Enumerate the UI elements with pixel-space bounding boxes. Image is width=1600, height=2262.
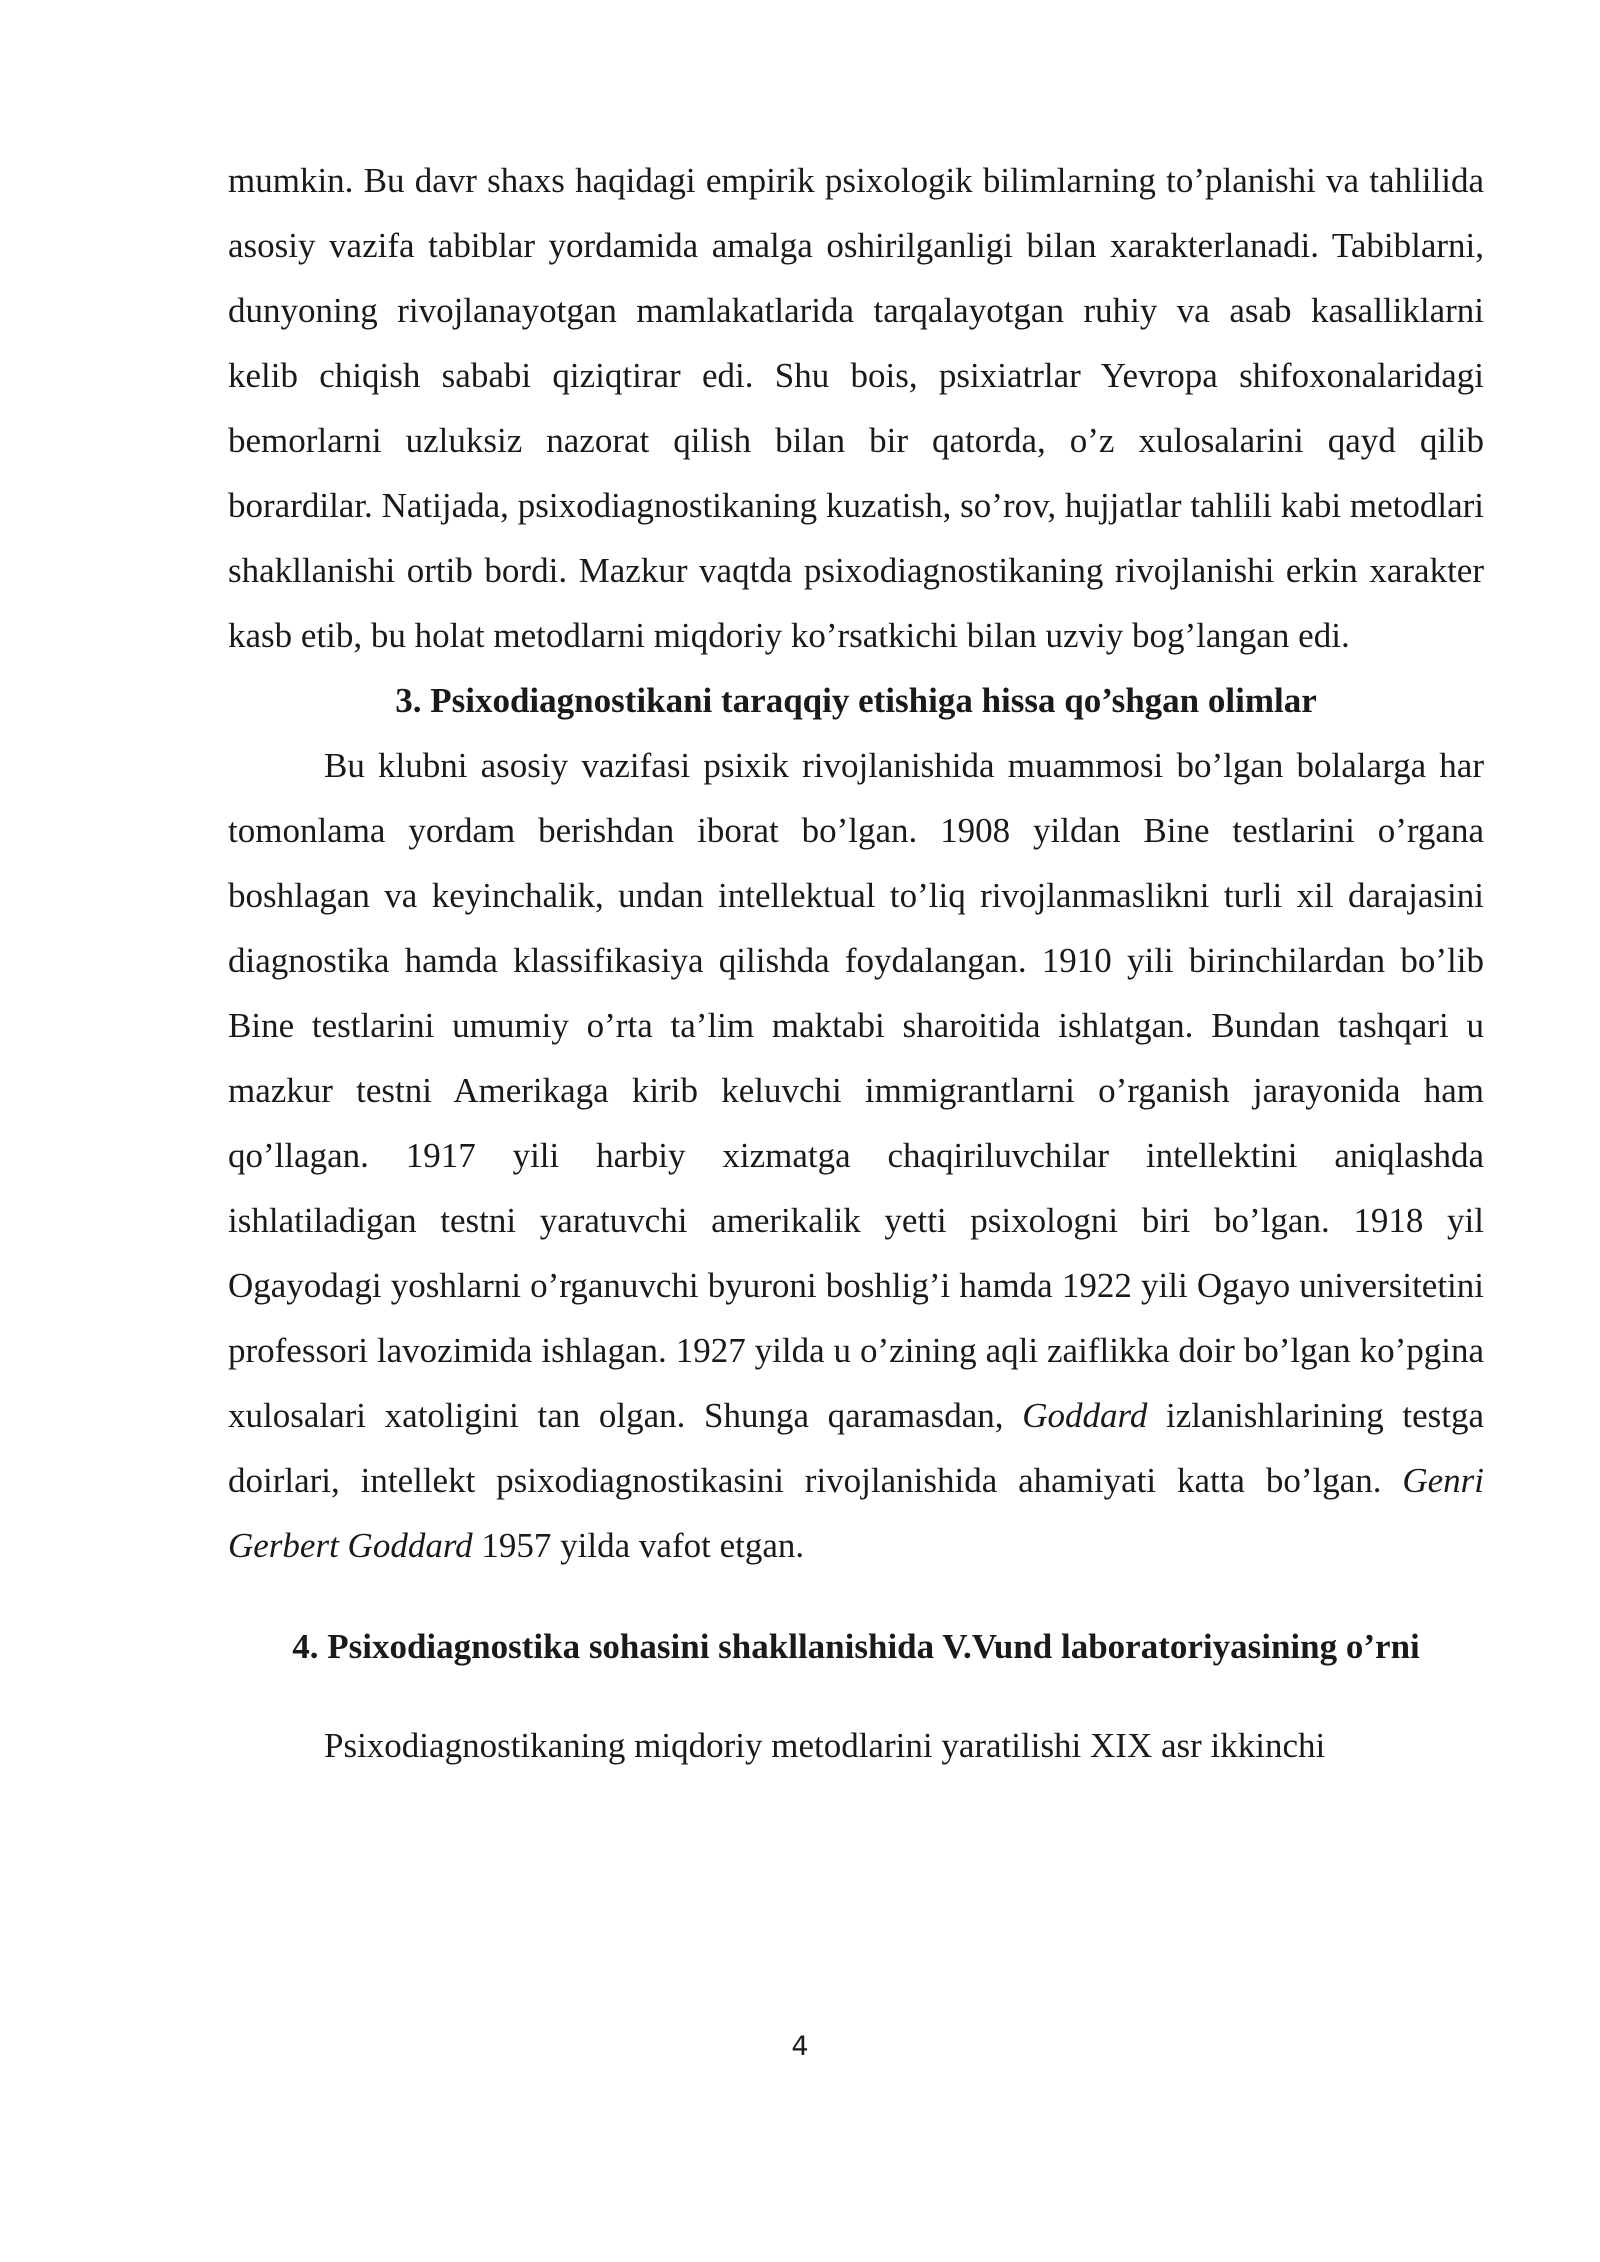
page-content <box>228 148 1484 1778</box>
body-paragraph-2 <box>228 733 1484 1578</box>
body-paragraph-3: Psixodiagnostikaning miqdoriy metodlarini yaratilishi XIX asr ikkinchi <box>324 1726 1326 1765</box>
body-paragraph-1: mumkin. Bu davr shaxs haqidagi empirik psixologik bilimlarning to’planishi va tahlilida asosiy vazifa tabiblar yordamida amalga oshirilganligi bilan xarakterlanadi. Tabiblarni, dunyoning rivojlanayotgan mamlakatlarida tarqalayotgan ruhiy va asab kasalliklarni kelib chiqish sababi qiziqtirar edi. Shu bois, psixiatrlar Yevropa shifoxonalaridagi bemorlarni uzluksiz nazorat qilish bilan bir qatorda, o’z xulosalarini qayd qilib borardilar. Natijada, psixodiagnostikaning kuzatish, so’rov, hujjatlar tahlili kabi metodlari shakllanishi ortib bordi. Mazkur vaqtda psixodiagnostikaning rivojlanishi erkin xarakter kasb etib, bu holat metodlarni miqdoriy ko’rsatkichi bilan uzviy bog’langan edi. <box>228 161 1484 655</box>
paragraph-2-text-2: izlanishlarining testga doirlari, intellekt psixodiagnostikasini rivojlanishida ahamiyati katta bo’lgan. <box>228 1396 1484 1500</box>
italic-name-genri-gerbert-goddard: Genri Gerbert Goddard <box>228 1461 1484 1565</box>
paragraph-2-text-3: 1957 yilda vafot etgan. <box>472 1526 805 1565</box>
paragraph-2-text-1: Bu klubni asosiy vazifasi psixik rivojlanishida muammosi bo’lgan bolalarga har tomonlama yordam berishdan iborat bo’lgan. 1908 yildan Bine testlarini o’rgana boshlagan va keyinchalik, undan intellektual to’liq rivojlanmaslikni turli xil darajasini diagnostika hamda klassifikasiya qilishda foydalangan. 1910 yili birinchilardan bo’lib Bine testlarini umumiy o’rta ta’lim maktabi sharoitida ishlatgan. Bundan tashqari u mazkur testni Amerikaga kirib keluvchi immigrantlarni o’rganish jarayonida ham qo’llagan. 1917 yili harbiy xizmatga chaqiriluvchilar intellektini aniqlashda ishlatiladigan testni yaratuvchi amerikalik yetti psixologni biri bo’lgan. 1918 yil Ogayodagi yoshlarni o’rganuvchi byuroni boshlig’i hamda 1922 yili Ogayo universitetini professori lavozimida ishlagan. 1927 yilda u o’zining aqli zaiflikka doir bo’lgan ko’pgina xulosalari xatoligini tan olgan. Shunga qaramasdan, <box>228 746 1484 1435</box>
page-number: 4 <box>791 2031 809 2062</box>
section-heading-3: 3. Psixodiagnostikani taraqqiy etishiga hissa qo’shgan olimlar <box>395 681 1317 720</box>
section-heading-4: 4. Psixodiagnostika sohasini shakllanishida V.Vund laboratoriyasining o’rni <box>292 1627 1420 1666</box>
italic-name-goddard: Goddard <box>1022 1396 1148 1435</box>
